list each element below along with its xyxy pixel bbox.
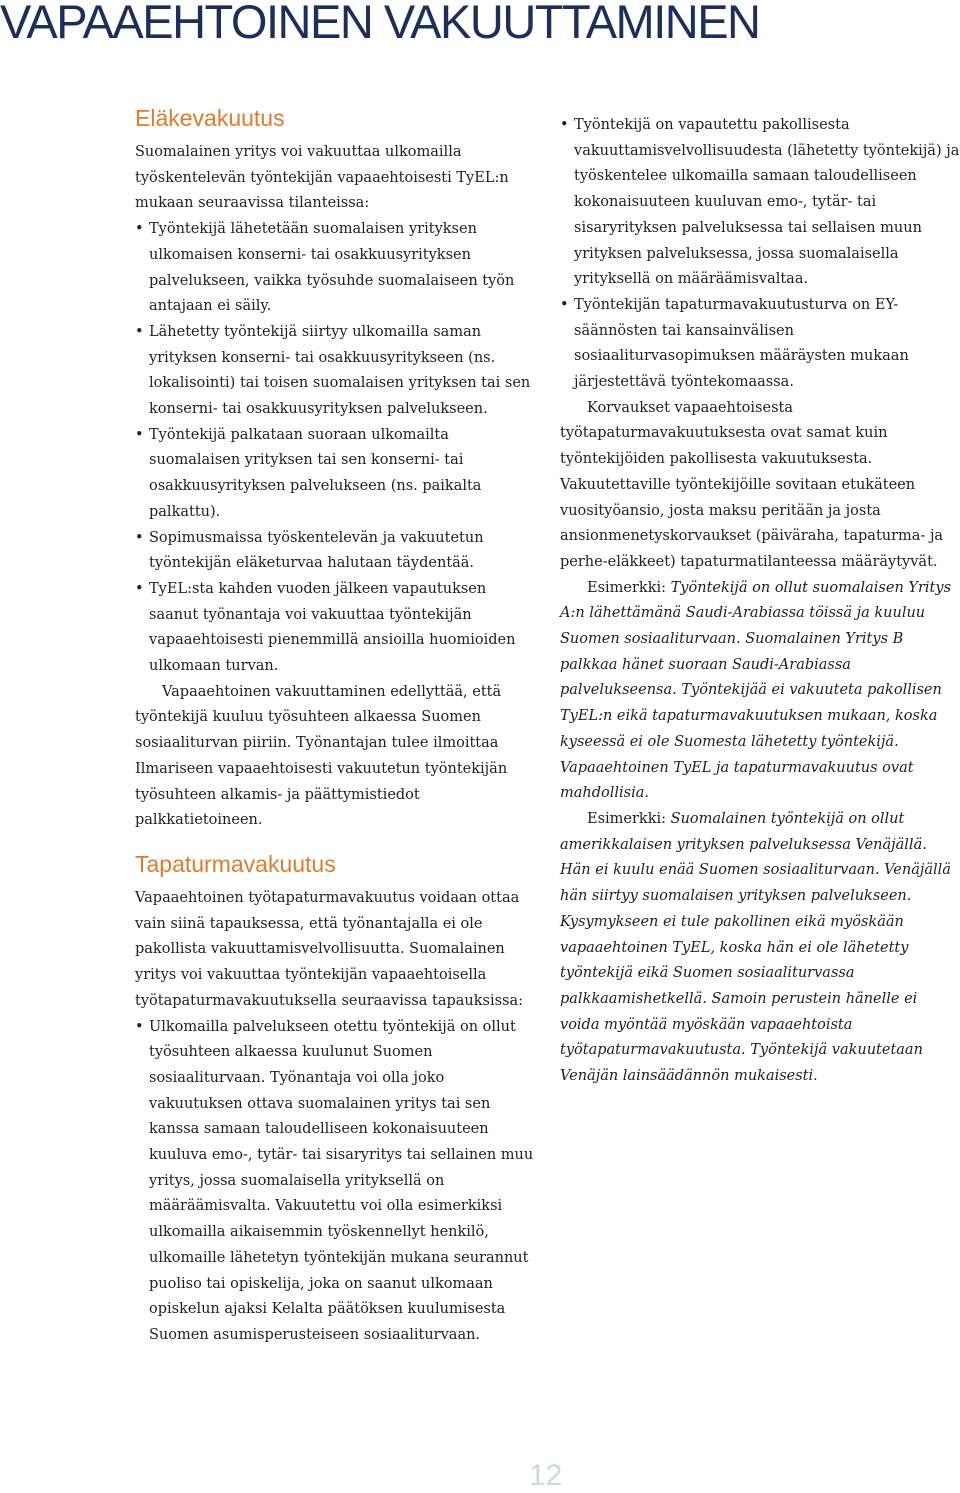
page-title: VAPAAEHTOINEN VAKUUTTAMINEN (0, 0, 760, 48)
section-heading-tapaturmavakuutus: Tapaturmavakuutus (135, 850, 336, 877)
bullet-list (135, 1015, 535, 1349)
example-paragraph (560, 807, 960, 1090)
example-text: Suomalainen työntekijä on ollut amerikkalaisen yrityksen palveluksessa Venäjällä. Hän ei kuulu enää Suomen sosiaaliturvaan. Venäjällä hän siirtyy suomalaisen yrityksen palvelukseen. Kysymykseen ei tule pakollinen eikä myöskään vapaaehtoinen TyEL, koska hän ei ole lähetetty työntekijä eikä Suomen sosiaaliturvassa palkkaamishetkellä. Samoin perustein hänelle ei voida myöntää myöskään vapaaehtoista työtapaturmavakuutusta. Työntekijä vakuutetaan Venäjän lainsäädännön mukaisesti. (560, 810, 951, 1085)
bullet-list (560, 113, 960, 396)
example-label: Esimerkki: (587, 810, 671, 827)
section-intro-paragraph: Vapaaehtoinen työtapaturmavakuutus voidaan ottaa vain siinä tapauksessa, että työnantajalla ei ole pakollista vakuuttamisvelvollisuutta. Suomalainen yritys voi vakuuttaa työntekijän vapaaehtoisella työtapaturmavakuutuksella seuraavissa tapauksissa: (135, 889, 524, 1009)
page-number: 12 (529, 1459, 563, 1492)
list-item: • Työntekijän tapaturmavakuutusturva on EY-säännösten tai kansainvälisen sosiaaliturvasopimuksen määräysten mukaan järjestettävä työntekomaassa. (560, 293, 960, 396)
list-item: • Ulkomailla palvelukseen otettu työntekijä on ollut työsuhteen alkaessa kuulunut Suomen sosiaaliturvaan. Työnantaja voi olla joko vakuutuksen ottava suomalainen yritys tai sen kanssa samaan taloudelliseen kokonaisuuteen kuuluva emo-, tytär- tai sisaryritys tai sellainen muu yritys, jossa suomalaisella yrityksellä on määräämisvalta. Vakuutettu voi olla esimerkiksi ulkomailla aikaisemmin työskennellyt henkilö, ulkomaille lähetetyn työntekijän mukana seurannut puoliso tai opiskelija, joka on saanut ulkomaan opiskelun ajaksi Kelalta päätöksen kuulumisesta Suomen asumisperusteiseen sosiaaliturvaan. (135, 1015, 535, 1349)
example-paragraph (560, 576, 960, 807)
list-item: • Lähetetty työntekijä siirtyy ulkomailla saman yrityksen konserni- tai osakkuusyritykseen (ns. lokalisointi) tai toisen suomalaisen yrityksen tai sen konserni- tai osakkuusyrityksen palvelukseen. (135, 320, 535, 423)
bullet-list (135, 217, 535, 680)
list-item: • Työntekijä on vapautettu pakollisesta vakuuttamisvelvollisuudesta (lähetetty työntekijä) ja työskentelee ulkomailla samaan taloudelliseen kokonaisuuteen kuuluvan emo-, tytär- tai sisaryrityksen palveluksessa tai sellaisen muun yrityksen palveluksessa, jossa suomalaisella yrityksellä on määräämisvaltaa. (560, 113, 960, 293)
right-column (560, 104, 960, 1090)
body-paragraph: Vapaaehtoinen vakuuttaminen edellyttää, että työntekijä kuuluu työsuhteen alkaessa Suomen sosiaaliturvan piiriin. Työnantajan tulee ilmoittaa Ilmariseen vapaaehtoisesti vakuutetun työntekijän työsuhteen alkamis- ja päättymistiedot palkkatietoineen. (135, 683, 508, 829)
list-item: • Sopimusmaissa työskentelevän ja vakuutetun työntekijän eläketurvaa halutaan täydentää. (135, 526, 535, 577)
left-column (135, 104, 535, 1349)
section-intro-paragraph: Suomalainen yritys voi vakuuttaa ulkomailla työskentelevän työntekijän vapaaehtoisesti TyEL:n mukaan seuraavissa tilanteissa: (135, 144, 509, 212)
body-paragraph: Korvaukset vapaaehtoisesta työtapaturmavakuutuksesta ovat samat kuin työntekijöiden pakollisesta vakuutuksesta. Vakuutettaville työntekijöille sovitaan etukäteen vuosityöansio, josta maksu peritään ja josta ansionmenetyskorvaukset (päiväraha, tapaturma- ja perhe-eläkkeet) tapaturmatilanteessa määräytyvät. (560, 399, 944, 570)
section-heading-elakevakuutus: Eläkevakuutus (135, 105, 285, 131)
example-label: Esimerkki: (587, 579, 671, 596)
list-item: • TyEL:sta kahden vuoden jälkeen vapautuksen saanut työnantaja voi vakuuttaa työntekijän vapaaehtoisesti pienemmillä ansioilla huomioiden ulkomaan turvan. (135, 577, 535, 680)
list-item: • Työntekijä lähetetään suomalaisen yrityksen ulkomaisen konserni- tai osakkuusyrityksen palvelukseen, vaikka työsuhde suomalaiseen työn antajaan ei säily. (135, 217, 535, 320)
list-item: • Työntekijä palkataan suoraan ulkomailta suomalaisen yrityksen tai sen konserni- tai osakkuusyrityksen palvelukseen (ns. paikalta palkattu). (135, 423, 535, 526)
example-text: Työntekijä on ollut suomalaisen Yritys A:n lähettämänä Saudi-Arabiassa töissä ja kuuluu Suomen sosiaaliturvaan. Suomalainen Yritys B palkkaa hänet suoraan Saudi-Arabiassa palvelukseensa. Työntekijää ei vakuuteta pakollisen TyEL:n eikä tapaturmavakuutuksen mukaan, koska kyseessä ei ole Suomesta lähetetty työntekijä. Vapaaehtoinen TyEL ja tapaturmavakuutus ovat mahdollisia. (560, 579, 952, 802)
